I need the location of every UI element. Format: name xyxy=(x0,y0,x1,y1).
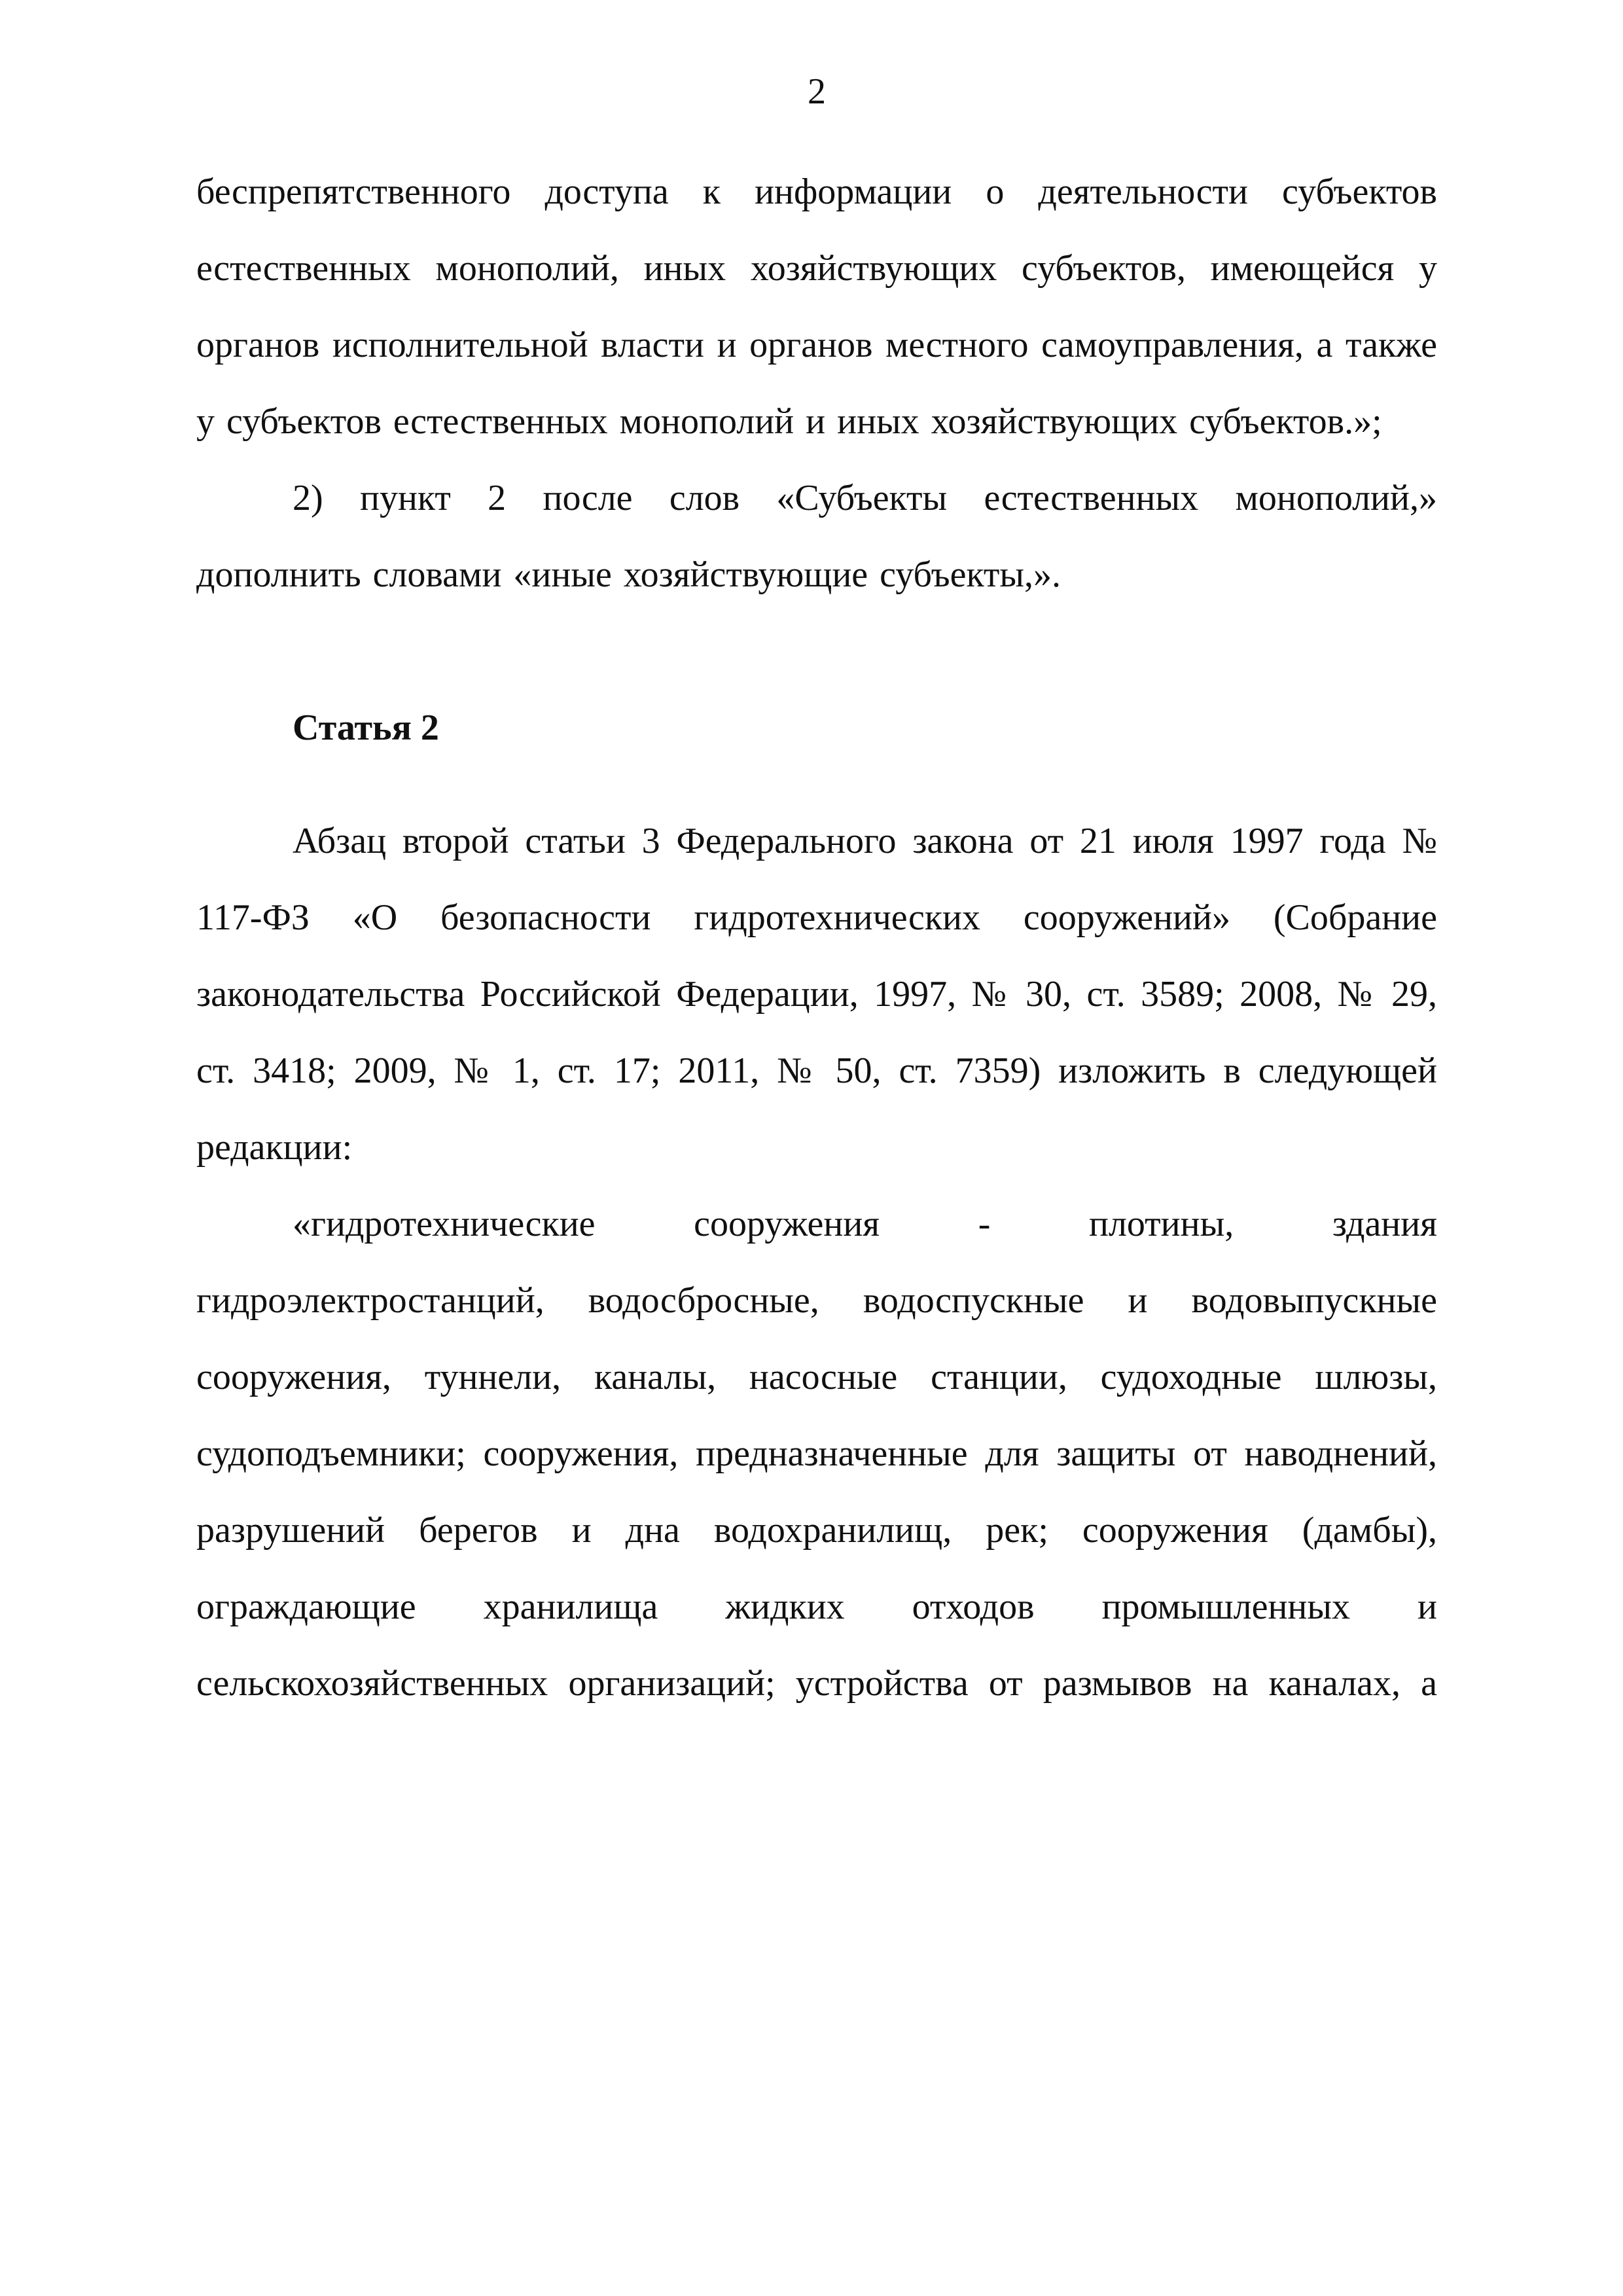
paragraph-article2-intro: Абзац второй статьи 3 Федерального закона от 21 июля 1997 года № 117-ФЗ «О безопасности гидротехнических сооружений» (Собрание законодательства Российской Федерации, 1997, № 30, ст. 3589; 2008, № 29, ст. 3418; 2009, № 1, ст. 17; 2011, № 50, ст. 7359) изложить в следующей редакции: xyxy=(196,821,1437,1168)
paragraph-continuation: беспрепятственного доступа к информации о деятельности субъектов естественных монополий, иных хозяйствующих субъектов, имеющейся у органов исполнительной власти и органов местного самоуправления, а также у субъектов естественных монополий и иных хозяйствующих субъектов.»; xyxy=(196,171,1437,442)
article-heading: Статья 2 xyxy=(293,708,439,748)
page-number: 2 xyxy=(808,71,826,112)
paragraph-definition: «гидротехнические сооружения - плотины, здания гидроэлектростанций, водосбросные, водоспускные и водовыпускные сооружения, туннели, каналы, насосные станции, судоходные шлюзы, судоподъемники; сооружения, предназначенные для защиты от наводнений, разрушений берегов и дна водохранилищ, рек; сооружения (дамбы), ограждающие хранилища жидких отходов промышленных и сельскохозяйственных организаций; устройства от размывов на каналах, а xyxy=(196,1204,1437,1704)
paragraph-item-2: 2) пункт 2 после слов «Субъекты естественных монополий,» дополнить словами «иные хозяйствующие субъекты,». xyxy=(196,478,1437,595)
